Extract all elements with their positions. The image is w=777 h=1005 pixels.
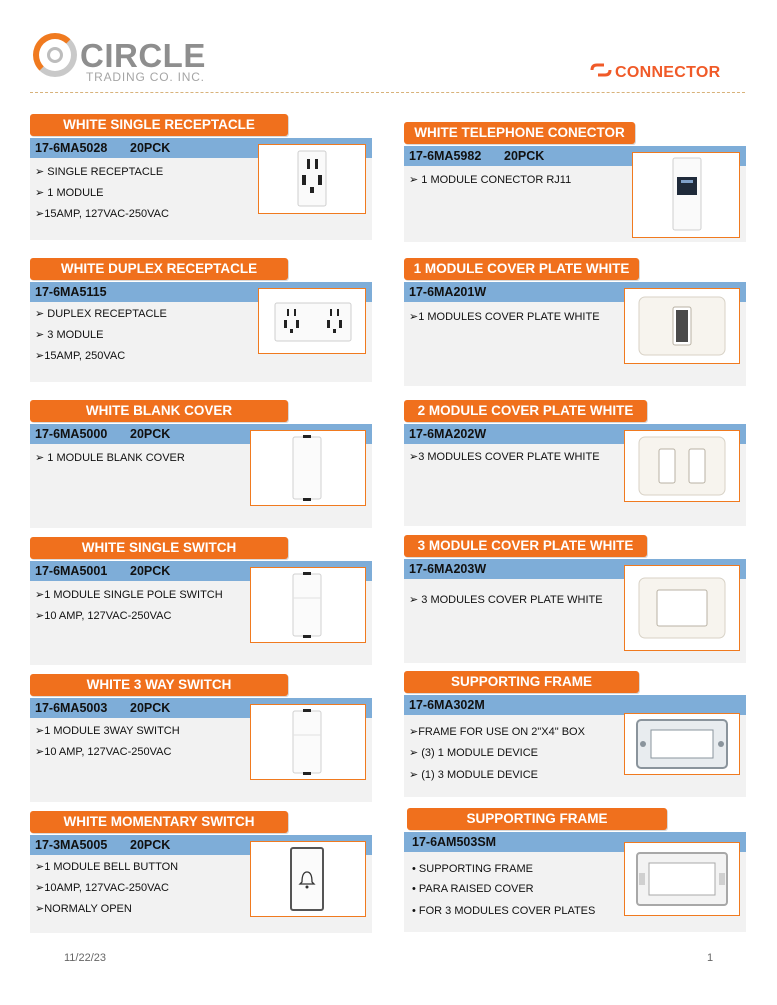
product-card-cover-plate-2 <box>404 400 746 526</box>
product-title: WHITE SINGLE SWITCH <box>30 537 288 559</box>
product-image-supporting-frame <box>624 713 740 775</box>
feature-item: ➢ 1 MODULE BLANK COVER <box>35 452 185 464</box>
product-card-blank-cover <box>30 400 372 528</box>
feature-item: ➢1 MODULE BELL BUTTON <box>35 861 179 873</box>
product-body <box>404 695 746 797</box>
product-title: WHITE TELEPHONE CONECTOR <box>404 122 635 144</box>
feature-item: ➢ 3 MODULES COVER PLATE WHITE <box>409 594 603 606</box>
product-image-supporting-frame-raised <box>624 842 740 916</box>
feature-item: ➢ DUPLEX RECEPTACLE <box>35 308 167 320</box>
product-card-single-switch <box>30 537 372 665</box>
feature-item: ➢ (1) 3 MODULE DEVICE <box>409 769 539 781</box>
product-title: 2 MODULE COVER PLATE WHITE <box>404 400 647 422</box>
product-body <box>404 424 746 526</box>
footer-date: 11/22/23 <box>64 952 107 964</box>
product-title: WHITE 3 WAY SWITCH <box>30 674 288 696</box>
feature-item: ➢ 3 MODULE <box>35 329 104 341</box>
product-body <box>30 138 372 240</box>
feature-item: ➢1 MODULES COVER PLATE WHITE <box>409 311 600 323</box>
product-body <box>404 282 746 386</box>
code-bar <box>404 695 746 715</box>
feature-item: ➢3 MODULES COVER PLATE WHITE <box>409 451 600 463</box>
feature-item: ➢1 MODULE SINGLE POLE SWITCH <box>35 589 223 601</box>
product-qty: 20PCK <box>504 149 545 163</box>
product-title: WHITE SINGLE RECEPTACLE <box>30 114 288 136</box>
product-qty: 20PCK <box>130 427 171 441</box>
product-code: 17-6MA302M <box>409 698 485 712</box>
feature-item: ➢ SINGLE RECEPTACLE <box>35 166 164 178</box>
product-image-single-switch <box>250 567 366 643</box>
product-image-blank-cover <box>250 430 366 506</box>
page-header <box>0 0 777 95</box>
connector-logo-icon <box>590 63 612 77</box>
product-body <box>30 561 372 665</box>
product-image-cover-plate-2 <box>624 430 740 502</box>
product-image-cover-plate-1 <box>624 288 740 364</box>
product-qty: 20PCK <box>130 701 171 715</box>
product-code: 17-3MA5005 <box>35 838 108 852</box>
feature-item: ➢10 AMP, 127VAC-250VAC <box>35 746 172 758</box>
feature-item: • SUPPORTING FRAME <box>412 863 533 875</box>
product-title: WHITE DUPLEX RECEPTACLE <box>30 258 288 280</box>
product-code: 17-6MA5028 <box>35 141 108 155</box>
product-code: 17-6MA5115 <box>35 285 107 299</box>
product-image-cover-plate-3 <box>624 565 740 651</box>
product-card-momentary-switch <box>30 811 372 933</box>
product-code: 17-6MA5003 <box>35 701 108 715</box>
feature-item: ➢10 AMP, 127VAC-250VAC <box>35 610 172 622</box>
product-code: 17-6MA202W <box>409 427 487 441</box>
feature-item: ➢ (3) 1 MODULE DEVICE <box>409 747 539 759</box>
product-card-supporting-frame-raised <box>404 808 746 932</box>
product-image-three-way-switch <box>250 704 366 780</box>
product-title: SUPPORTING FRAME <box>404 671 639 693</box>
page-number: 1 <box>707 952 714 964</box>
product-body <box>30 698 372 802</box>
feature-item: • PARA RAISED COVER <box>412 883 534 895</box>
product-image-momentary-switch <box>250 841 366 917</box>
product-title: WHITE MOMENTARY SWITCH <box>30 811 288 833</box>
product-code: 17-6MA201W <box>409 285 487 299</box>
product-card-supporting-frame <box>404 671 746 797</box>
product-title: 1 MODULE COVER PLATE WHITE <box>404 258 639 280</box>
product-code: 17-6MA5001 <box>35 564 108 578</box>
product-code: 17-6MA203W <box>409 562 487 576</box>
circle-logo-icon <box>33 33 77 77</box>
product-card-duplex-receptacle <box>30 258 372 382</box>
header-divider <box>30 92 745 93</box>
feature-item: ➢FRAME FOR USE ON 2"X4" BOX <box>409 726 585 738</box>
product-title: WHITE BLANK COVER <box>30 400 288 422</box>
product-card-single-receptacle <box>30 114 372 240</box>
feature-item: ➢ 1 MODULE CONECTOR RJ11 <box>409 174 572 186</box>
connector-brand: CONNECTOR <box>615 64 721 81</box>
feature-item: • FOR 3 MODULES COVER PLATES <box>412 905 596 917</box>
product-body <box>404 146 746 242</box>
feature-item: ➢ 1 MODULE <box>35 187 104 199</box>
feature-item: ➢15AMP, 127VAC-250VAC <box>35 208 169 220</box>
product-image-single-receptacle <box>258 144 366 214</box>
product-title: SUPPORTING FRAME <box>407 808 667 830</box>
product-card-cover-plate-1 <box>404 258 746 386</box>
product-qty: 20PCK <box>130 141 171 155</box>
product-image-telephone-connector <box>632 152 740 238</box>
product-body <box>404 832 746 932</box>
feature-item: ➢15AMP, 250VAC <box>35 350 126 362</box>
product-body <box>30 282 372 382</box>
product-title: 3 MODULE COVER PLATE WHITE <box>404 535 647 557</box>
logo-title: CIRCLE <box>80 37 206 74</box>
product-body <box>30 424 372 528</box>
product-card-cover-plate-3 <box>404 535 746 663</box>
product-body <box>404 559 746 663</box>
feature-item: ➢NORMALY OPEN <box>35 903 132 915</box>
product-body <box>30 835 372 933</box>
logo-subtitle: TRADING CO. INC. <box>86 70 205 84</box>
feature-item: ➢1 MODULE 3WAY SWITCH <box>35 725 180 737</box>
product-code: 17-6AM503SM <box>412 835 497 849</box>
product-code: 17-6MA5982 <box>409 149 482 163</box>
product-card-telephone-connector <box>404 122 746 242</box>
product-code: 17-6MA5000 <box>35 427 108 441</box>
product-qty: 20PCK <box>130 838 171 852</box>
product-qty: 20PCK <box>130 564 171 578</box>
product-card-three-way-switch <box>30 674 372 802</box>
feature-item: ➢10AMP, 127VAC-250VAC <box>35 882 169 894</box>
product-image-duplex-receptacle <box>258 288 366 354</box>
